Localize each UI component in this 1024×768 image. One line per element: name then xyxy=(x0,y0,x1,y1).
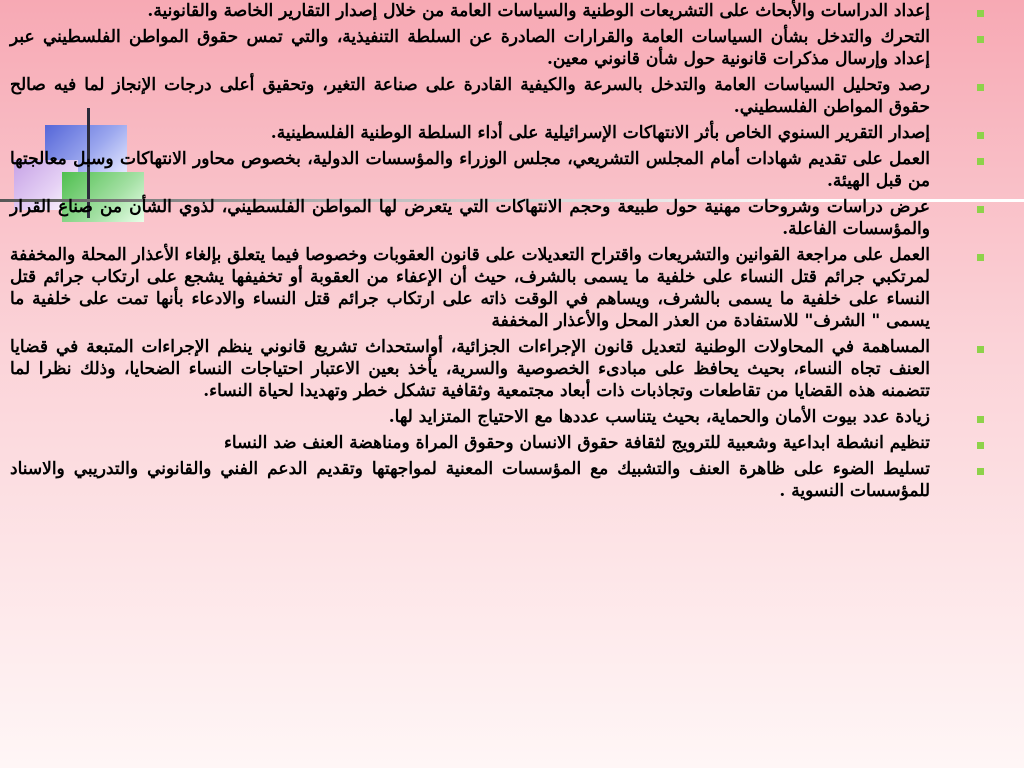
bullet-item xyxy=(10,148,1010,192)
bullet-text: المساهمة في المحاولات الوطنية لتعديل قانون الإجراءات الجزائية، أواستحداث تشريع قانوني ينظم الإجراءات المتبعة في قضايا العنف تجاه النساء، بحيث يحافظ على مبادىء الخصوصية والسرية، يأخذ بعين الاعتبار احتياجات النساء الضحايا، وذلك نظرا لما تتضمنه هذه القضايا من تقاطعات وتجاذبات ذات أبعاد مجتمعية وثقافية تشكل خطر وتهديدا لحياة النساء. xyxy=(10,337,930,401)
square-bullet-icon xyxy=(977,254,984,261)
bullet-text: التحرك والتدخل بشأن السياسات العامة والقرارات الصادرة عن السلطة التنفيذية، والتي تمس حقوق المواطن الفلسطيني عبر إعداد وإرسال مذكرات قانونية حول شأن قانوني معين. xyxy=(10,27,930,69)
bullet-item xyxy=(10,26,1010,70)
bullet-text: إصدار التقرير السنوي الخاص بأثر الانتهاكات الإسرائيلية على أداء السلطة الوطنية الفلسطينية. xyxy=(270,123,930,143)
bullet-text: العمل على تقديم شهادات أمام المجلس التشريعي، مجلس الوزراء والمؤسسات الدولية، بخصوص محاور الانتهاكات وسبل معالجتها من قبل الهيئة. xyxy=(10,149,930,191)
square-bullet-icon xyxy=(977,442,984,449)
square-bullet-icon xyxy=(977,132,984,139)
bullet-item xyxy=(10,458,1010,502)
square-bullet-icon xyxy=(977,84,984,91)
bullet-item xyxy=(10,74,1010,118)
bullet-item xyxy=(10,432,1010,454)
bullet-text: تنظيم انشطة ابداعية وشعبية للترويج لثقافة حقوق الانسان وحقوق المراة ومناهضة العنف ضد النساء xyxy=(223,433,930,453)
bullet-text: رصد وتحليل السياسات العامة والتدخل بالسرعة والكيفية القادرة على صناعة التغير، وتحقيق أعلى درجات الإنجاز لما فيه صالح حقوق المواطن الفلسطيني. xyxy=(10,75,930,117)
bullet-item xyxy=(10,244,1010,332)
bullet-text: تسليط الضوء على ظاهرة العنف والتشبيك مع المؤسسات المعنية لمواجهتها وتقديم الدعم الفني والقانوني والتدريبي والاسناد للمؤسسات النسوية . xyxy=(10,459,930,501)
square-bullet-icon xyxy=(977,36,984,43)
bullet-text: عرض دراسات وشروحات مهنية حول طبيعة وحجم الانتهاكات التي يتعرض لها المواطن الفلسطيني، لذوي الشأن من صناع القرار والمؤسسات الفاعلة. xyxy=(10,197,930,239)
bullet-text: العمل على مراجعة القوانين والتشريعات واقتراح التعديلات على قانون العقوبات وخصوصا فيما يتعلق بإلغاء الأعذار المحلة والمخففة لمرتكبي جرائم قتل النساء على خلفية ما يسمى بالشرف، حيث أن الإعفاء من العقوبة أو تخفيفها يشجع على ارتكاب جرائم قتل النساء على خلفية ما يسمى بالشرف، ويساهم في الوقت ذاته على ارتكاب جرائم قتل النساء والادعاء بأنها تمت على خلفية ما يسمى " الشرف" للاستفادة من العذر المحل والأعذار المخففة xyxy=(10,245,930,331)
bullet-item xyxy=(10,0,1010,22)
bullet-text: زيادة عدد بيوت الأمان والحماية، بحيث يتناسب عددها مع الاحتياج المتزايد لها. xyxy=(388,407,930,427)
square-bullet-icon xyxy=(977,10,984,17)
square-bullet-icon xyxy=(977,158,984,165)
bullet-item xyxy=(10,122,1010,144)
square-bullet-icon xyxy=(977,346,984,353)
bullet-item xyxy=(10,196,1010,240)
bullet-item xyxy=(10,406,1010,428)
square-bullet-icon xyxy=(977,468,984,475)
bullet-text: إعداد الدراسات والأبحاث على التشريعات الوطنية والسياسات العامة من خلال إصدار التقارير الخاصة والقانونية. xyxy=(147,1,930,21)
square-bullet-icon xyxy=(977,416,984,423)
square-bullet-icon xyxy=(977,206,984,213)
bullet-list xyxy=(10,0,1010,506)
bullet-item xyxy=(10,336,1010,402)
